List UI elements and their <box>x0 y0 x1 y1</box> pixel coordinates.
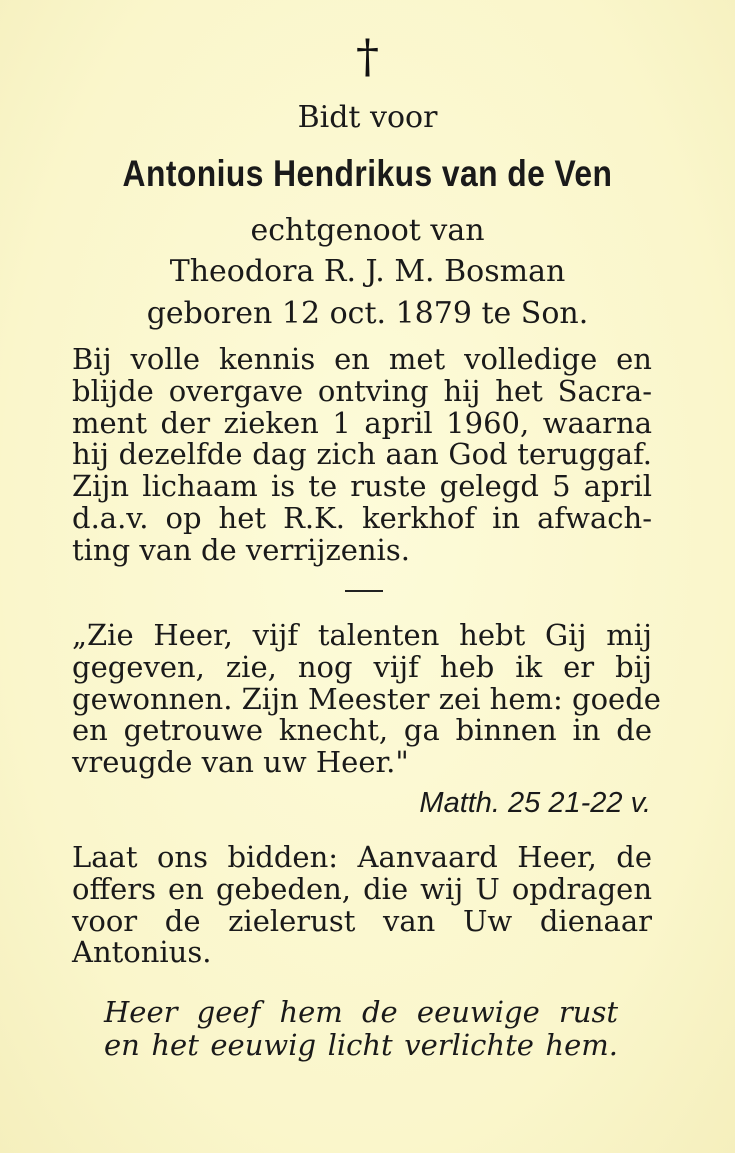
biography-line: ment der zieken 1 april 1960, waarna <box>72 405 652 440</box>
biography-paragraph <box>72 344 652 567</box>
prayer-line: offers en gebeden, die wij U opdragen <box>72 871 652 906</box>
biography-line: blijde overgave ontving hij het Sacra- <box>72 373 652 408</box>
prayer-line: voor de zielerust van Uw dienaar <box>72 903 652 938</box>
prayer-paragraph <box>72 842 652 969</box>
biography-line: Bij volle kennis en met volledige en <box>72 342 652 376</box>
prayer-line: Antonius. <box>72 935 212 970</box>
biography-line: d.a.v. op het R.K. kerkhof in afwach- <box>72 500 652 535</box>
quote-line: „Zie Heer, vijf talenten hebt Gij mij <box>72 618 652 652</box>
quote-line: en getrouwe knecht, ga binnen in de <box>72 713 652 748</box>
closing-line: en het eeuwig licht verlichte hem. <box>104 1028 618 1062</box>
deceased-name: Antonius Hendrikus van de Ven <box>122 153 613 194</box>
biography-line: Zijn lichaam is te ruste gelegd 5 april <box>72 469 652 504</box>
birth-line: geboren 12 oct. 1879 te Son. <box>146 296 589 331</box>
biography-line: hij dezelfde dag zich aan God teruggaf. <box>72 437 652 472</box>
cross-icon: † <box>356 29 379 83</box>
closing-prayer <box>104 996 618 1062</box>
biography-line: ting van de verrijzenis. <box>72 532 410 567</box>
prayer-line: Laat ons bidden: Aanvaard Heer, de <box>72 840 652 874</box>
scripture-reference: Matth. 25 21-22 v. <box>419 787 651 819</box>
closing-line: Heer geef hem de eeuwige rust <box>104 995 618 1029</box>
scripture-quote <box>72 618 661 780</box>
quote-line: vreugde van uw Heer." <box>72 745 409 780</box>
quote-line: gegeven, zie, nog vijf heb ik er bij <box>72 649 652 684</box>
divider <box>345 590 383 592</box>
quote-line: gewonnen. Zijn Meester zei hem: goede <box>72 681 661 716</box>
spouse-name: Theodora R. J. M. Bosman <box>169 254 566 289</box>
spouse-of-label: echtgenoot van <box>250 213 485 248</box>
pray-for-heading: Bidt voor <box>297 100 438 135</box>
